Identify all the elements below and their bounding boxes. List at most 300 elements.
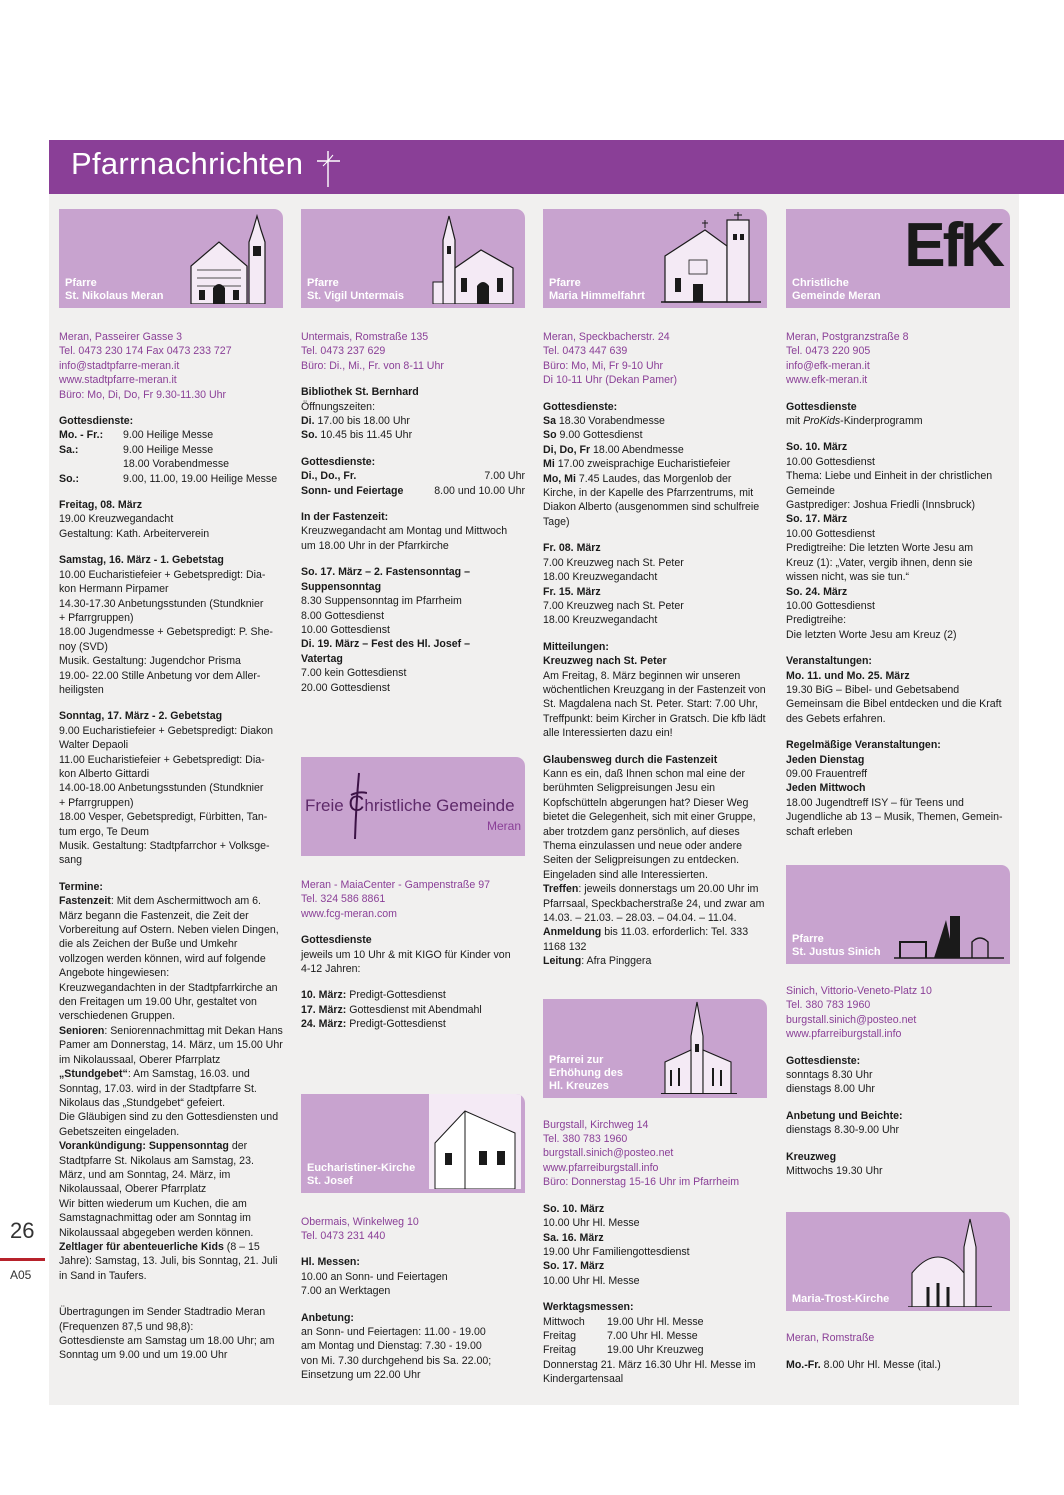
date-text: Predigt-Gottesdienst [346, 989, 446, 1002]
weekday-row [543, 1315, 767, 1329]
weekday-row [543, 1329, 767, 1343]
text-line: des Gebets erfahren. [786, 712, 886, 725]
fcg-dates-block [301, 988, 525, 1031]
service-text: 18.00 Abendmesse [590, 443, 684, 456]
term-item [59, 1110, 283, 1139]
mass-days: Mo.-Fr. [786, 1358, 821, 1371]
phone: Tel. 380 783 1960 [786, 999, 871, 1012]
events-block [786, 654, 1010, 726]
text-line: Kreuzwegandacht am Montag und Mittwoch [301, 525, 508, 538]
term-item [59, 1139, 283, 1197]
block-heading: Gottesdienste [301, 934, 372, 947]
block-heading: Suppensonntag [301, 580, 382, 593]
email-link[interactable]: info@efk-meran.it [786, 359, 870, 372]
text-line: 7.00 Kreuzweg nach St. Peter [543, 599, 684, 612]
text-line: Predigtreihe: [786, 614, 847, 627]
text-line: am Montag und Dienstag: 7.30 - 19.00 [301, 1340, 482, 1353]
date-text: Predigt-Gottesdienst [346, 1018, 446, 1031]
block-heading: Gottesdienste: [301, 455, 376, 468]
term-text: der Stadtpfarre St. Nikolaus am Samstag, 23. März, und am Sonntag, 24. März, im Nikolaussaal, Oberer Pfarrplatz [59, 1140, 254, 1196]
website-link[interactable]: www.stadtpfarre-meran.it [59, 374, 177, 387]
text-line: 7.00 kein Gottesdienst [301, 667, 407, 680]
date-label: 24. März: [301, 1018, 347, 1031]
service-row [543, 443, 767, 457]
block-heading: So. 17. März [786, 513, 848, 526]
address: Meran - MaiaCenter - Gampenstraße 97 [301, 878, 490, 891]
parish-header-maria-himmelfahrt [543, 209, 767, 308]
text-line: 8.30 Suppensonntag im Pfarrheim [301, 595, 462, 608]
date-label: 10. März: [301, 989, 347, 1002]
page-number: 26 [10, 1218, 35, 1243]
date-text: Gottesdienst mit Abendmahl [346, 1003, 482, 1016]
services-block [543, 400, 767, 530]
text-line: Gestaltung: Kath. Arbeiterverein [59, 527, 210, 540]
church-st-josef-icon [429, 1094, 521, 1189]
fcg-contact [301, 878, 525, 921]
block-heading: Regelmäßige Veranstaltungen: [786, 739, 941, 752]
weekday-masses-block [543, 1300, 767, 1386]
logo-initial: C [348, 790, 365, 816]
saturday-block [59, 553, 283, 697]
address: Meran, Speckbacherstr. 24 [543, 331, 670, 343]
block-heading: Gottesdienste: [543, 400, 618, 413]
term-label: Senioren [59, 1024, 105, 1037]
column-maria-himmelfahrt [543, 209, 767, 1399]
text-paragraph [543, 925, 767, 954]
office-hours: Büro: Mo, Mi, Fr 9-10 Uhr [543, 359, 664, 372]
text-line: kon Hermann Pirpamer [59, 583, 169, 596]
page-title: Pfarrnachrichten [71, 146, 304, 181]
label-line: Gemeinde Meran [792, 290, 881, 302]
weekday-time: 19.00 Uhr Kreuzweg [607, 1344, 704, 1357]
phone: Tel. 0473 230 174 Fax 0473 233 727 [59, 345, 232, 358]
service-day [59, 457, 123, 471]
label-line: Pfarre [307, 277, 339, 289]
block-heading: So. 24. März [786, 585, 848, 598]
service-row [543, 457, 767, 471]
website-link[interactable]: www.fcg-meran.com [301, 907, 397, 920]
address: Untermais, Romstraße 135 [301, 331, 429, 343]
column-st-vigil [301, 209, 525, 1395]
term-text: (8 – 15 Jahre): Samstag, 13. Juli, bis Sonntag, 21. Juli in Sand in Taufers. [59, 1240, 278, 1282]
phone: Tel. 0473 447 639 [543, 345, 628, 358]
term-text: : Am Samstag, 16.03. und Sonntag, 17.03. wird in der Stadtpfarre St. Nikolaus das „Stundgebet“ gefeiert. [59, 1068, 257, 1109]
contact-info [786, 330, 1010, 388]
text-line: 10.00 Gottesdienst [786, 455, 875, 468]
address: Sinich, Vittorio-Veneto-Platz 10 [786, 985, 932, 997]
block-heading: Gottesdienste: [786, 1054, 861, 1067]
parish-label [792, 277, 881, 303]
service-time: 9.00, 11.00, 19.00 Heilige Messe [123, 472, 278, 485]
lent-block [301, 510, 525, 553]
date-label: 17. März: [301, 1003, 347, 1016]
office-hours: Büro: Donnerstag 15-16 Uhr im Pfarrheim [543, 1176, 740, 1189]
page-code: A05 [10, 1268, 32, 1282]
church-burgstall-icon [661, 1000, 737, 1094]
info-text: : Afra Pinggera [581, 955, 652, 968]
label-line: Pfarre [65, 277, 97, 289]
text-paragraph [543, 882, 767, 925]
text-line: 19.00 Kreuzwegandacht [59, 513, 174, 526]
fasting-sunday-block [301, 565, 525, 695]
date-row [301, 1017, 525, 1031]
text-paragraph: Am Freitag, 8. März beginnen wir unseren wöchentlichen Kreuzgang in der Fastenzeit von St. Magdalena nach St. Peter. Start: 7.00 Uhr, Treffpunkt: beim Kircher in Gratsch. Die kfb lädt alle Interessierten dazu ein! [543, 669, 766, 740]
contact-info [543, 330, 767, 388]
service-time: 18.00 Vorabendmesse [123, 458, 230, 471]
office-hours: Di 10-11 Uhr (Dekan Pamer) [543, 374, 678, 387]
service-row [543, 414, 767, 428]
service-day: Mo, Mi [543, 472, 576, 485]
block-heading: So. 10. März [543, 1202, 605, 1215]
library-day: So. [301, 429, 318, 442]
column-efk [786, 209, 1010, 1384]
church-maria-trost-icon [908, 1217, 992, 1307]
date-row [301, 988, 525, 1002]
block-heading: So. 17. März [543, 1260, 605, 1273]
address: Meran, Postgranzstraße 8 [786, 331, 909, 343]
text-line: kon Alberto Gittardi [59, 767, 150, 780]
text-line: Gemeinde [786, 484, 835, 497]
text-line: 18.00 Jugendtreff ISY – für Teens und [786, 796, 964, 809]
parish-header-burgstall [543, 999, 767, 1098]
text-paragraph: Kann es ein, daß Ihnen schon mal eine der berühmten Seligpreisungen Jesu ein Kopfschütteln abgerungen hat? Dieser Weg bietet die Gelegenheit, sich mit einer Gruppe, aber trotzdem ganz persönlich, auf dieses Thema einzulassen und neue oder andere Seiten der Seligpreisungen zu entdecken. Eingeladen sind alle Interessierten. [543, 767, 756, 881]
website-link[interactable]: www.pfarreiburgstall.info [786, 1028, 902, 1041]
program-name: ProKids [803, 415, 841, 428]
text-line: Gastprediger: Joshua Friedli (Innsbruck) [786, 499, 976, 512]
contact-info [59, 330, 283, 402]
services-text: mit [786, 415, 804, 428]
block-heading: Werktagsmessen: [543, 1301, 634, 1314]
text-line: 11.00 Eucharistiefeier + Gebetspredigt: Dia- [59, 753, 265, 766]
church-st-justus-icon [894, 880, 1004, 960]
text-line: von Mi. 7.30 durchgehend bis Sa. 22.00; [301, 1354, 492, 1367]
text-line [786, 414, 1010, 428]
parish-header-st-justus [786, 865, 1010, 964]
service-row [543, 428, 767, 442]
parish-label: Maria-Trost-Kirche [792, 1293, 890, 1306]
info-text: : jeweils donnerstags um 20.00 Uhr im Pfarrsaal, Speckbacherstraße 24, und zwar am 14.03. – 21.03. – 28.03. – 04.04. – 11.04. [543, 883, 765, 925]
text-line: Donnerstag 21. März 16.30 Uhr Hl. Messe im [543, 1358, 756, 1371]
email-link[interactable]: burgstall.sinich@posteo.net [543, 1147, 674, 1160]
office-hours: Büro: Di., Mi., Fr. von 8-11 Uhr [301, 359, 444, 372]
parish-header-st-vigil [301, 209, 525, 308]
address: Burgstall, Kirchweg 14 [543, 1118, 649, 1131]
weekday: Mittwoch [543, 1315, 585, 1328]
term-item [59, 1067, 283, 1110]
faith-path-block [543, 753, 767, 969]
label-line: St. Josef [307, 1174, 353, 1187]
text-line: Musik. Gestaltung: Jugendchor Prisma [59, 655, 241, 668]
library-text: 10.45 bis 11.45 Uhr [317, 429, 413, 442]
term-item [59, 1240, 283, 1283]
weekday-time: 7.00 Uhr Hl. Messe [607, 1329, 698, 1342]
address: Obermais, Winkelweg 10 [301, 1215, 419, 1228]
radio-block [59, 1305, 283, 1363]
service-text: 9.00 Gottesdienst [556, 429, 643, 442]
josef-contact [301, 1215, 525, 1244]
text-line: 10.00 Uhr Hl. Messe [543, 1217, 640, 1230]
block-heading: Gottesdienste [786, 400, 857, 413]
service-day: Di., Do., Fr. [301, 470, 357, 483]
sunday-sermons-block [786, 440, 1010, 642]
service-day: Sonn- und Feiertage [301, 484, 404, 497]
logo-word: hristliche Gemeinde [364, 795, 515, 815]
block-heading: Di. 19. März – Fest des Hl. Josef – [301, 638, 470, 651]
block-heading: Samstag, 16. März - 1. Gebetstag [59, 554, 224, 567]
maria-trost-contact [786, 1331, 1010, 1345]
service-row [543, 472, 767, 530]
weekday-row [543, 1343, 767, 1357]
text-paragraph [543, 954, 767, 968]
text-line: 10.00 Gottesdienst [786, 599, 875, 612]
service-time: 7.00 Uhr [484, 470, 525, 483]
sinich-services-block [786, 1054, 1010, 1097]
text-line: 7.00 an Werktagen [301, 1285, 391, 1298]
text-line: 10.00 Eucharistiefeier + Gebetspredigt: Dia- [59, 568, 266, 581]
text-line: Die letzten Worte Jesu am Kreuz (2) [786, 628, 957, 641]
mass-time: 8.00 Uhr Hl. Messe (ital.) [820, 1358, 941, 1371]
text-line: Kreuz (1): „Vater, vergib ihnen, denn sie [786, 556, 973, 569]
block-heading: Vatertag [301, 652, 343, 665]
parish-label [549, 1054, 623, 1093]
parish-label [307, 1162, 415, 1188]
phone: Tel. 0473 231 440 [301, 1230, 386, 1242]
text-line: Mittwochs 19.30 Uhr [786, 1165, 883, 1178]
label-line: St. Vigil Untermais [307, 290, 404, 302]
text-line: Walter Depaoli [59, 739, 129, 752]
service-row [59, 457, 283, 471]
text-line: 20.00 Gottesdienst [301, 681, 390, 694]
church-st-nikolaus-icon [187, 212, 277, 304]
email-link[interactable]: info@stadtpfarre-meran.it [59, 359, 180, 372]
phone: Tel. 0473 237 629 [301, 345, 386, 358]
block-heading: Anbetung: [301, 1311, 354, 1324]
email-link[interactable]: burgstall.sinich@posteo.net [786, 1013, 917, 1026]
parish-header-maria-trost [786, 1212, 1010, 1311]
block-heading: Veranstaltungen: [786, 655, 872, 668]
text-line: 4-12 Jahren: [301, 962, 361, 975]
date-row [301, 1003, 525, 1017]
text-line [301, 400, 525, 414]
library-text: 17.00 bis 18.00 Uhr [314, 415, 410, 428]
library-block [301, 385, 525, 443]
services-block [59, 414, 283, 486]
term-item [59, 981, 283, 1024]
service-time: 9.00 Heilige Messe [123, 429, 214, 442]
term-label: Fastenzeit [59, 895, 111, 908]
info-label: Leitung [543, 955, 582, 968]
text-line: sang [59, 854, 82, 867]
text-line: Predigtreihe: Die letzten Worte Jesu am [786, 542, 974, 555]
term-text: Die Gläubigen sind zu den Gottesdiensten und Gebetszeiten eingeladen. [59, 1111, 279, 1138]
friday-dates-block [543, 541, 767, 627]
fcg-services-block [301, 933, 525, 976]
service-row [59, 472, 283, 486]
text-line: 09.00 Frauentreff [786, 767, 868, 780]
mass-block [301, 1255, 525, 1298]
text-line: dienstags 8.00 Uhr [786, 1083, 875, 1096]
text-line [786, 1358, 1010, 1372]
text-line: 7.00 Kreuzweg nach St. Peter [543, 556, 684, 569]
office-hours: Büro: Mo, Di, Do, Fr 9.30-11.30 Uhr [59, 388, 227, 401]
term-label: „Stundgebet“ [59, 1068, 128, 1081]
block-subheading: Mo. 11. und Mo. 25. März [786, 669, 910, 682]
service-row [301, 469, 525, 483]
text-line: Jugendliche ab 13 – Musik, Themen, Gemein- [786, 811, 1003, 824]
block-subheading: Jeden Dienstag [786, 753, 865, 766]
text-line: wissen nicht, was sie tun.“ [786, 571, 910, 584]
label-line: Hl. Kreuzes [549, 1079, 609, 1092]
service-day: Sa [543, 415, 556, 428]
text-line: 8.00 Gottesdienst [301, 609, 385, 622]
services-text: -Kinderprogramm [840, 415, 923, 428]
fcg-cross-icon [347, 771, 367, 841]
block-heading: Hl. Messen: [301, 1256, 360, 1269]
parish-header-st-josef [301, 1094, 525, 1193]
service-row [301, 484, 525, 498]
sinich-contact [786, 984, 1010, 1042]
phone: Tel. 0473 220 905 [786, 345, 871, 358]
logo-subtitle: Meran [486, 818, 521, 833]
library-text: Öffnungszeiten: [301, 400, 376, 413]
block-heading: Fr. 08. März [543, 542, 601, 555]
block-heading: Freitag, 08. März [59, 499, 143, 512]
parish-label [549, 277, 645, 303]
text-line: jeweils um 10 Uhr & mit KIGO für Kinder von [301, 948, 511, 961]
text-line: Musik. Gestaltung: Stadtpfarrchor + Volksge- [59, 840, 270, 852]
block-heading: Fr. 15. März [543, 585, 601, 598]
text-line: 10.00 Gottesdienst [301, 623, 390, 636]
block-subheading: Kreuzweg nach St. Peter [543, 655, 667, 668]
section-banner [49, 140, 1064, 194]
term-text: Wir bitten wiederum um Kuchen, die am Samstagnachmittag oder am Sonntag im Nikolaussaal abgegeben werden können. [59, 1197, 254, 1239]
text-line [301, 428, 525, 442]
term-text: : Seniorennachmittag mit Dekan Hans Pamer am Donnerstag, 14. März, um 15.00 Uhr im Nikolaussaal, Oberer Pfarrplatz [59, 1024, 283, 1066]
text-line: Gottesdienste am Samstag um 18.00 Uhr; am Sonntag um 9.00 und um 19.00 Uhr [59, 1335, 275, 1362]
page-number-rule [0, 1258, 45, 1261]
service-row [59, 443, 283, 457]
fcg-logo-box [301, 757, 525, 856]
term-text: : Mit dem Aschermittwoch am 6. März begann die Fastenzeit, die Zeit der Vorbereitung auf Ostern. Neben vielen Dingen, die als Zeichen der Buße und Umkehr vollzogen werden können, wird auf folgende Angebote hingewiesen: [59, 895, 279, 980]
library-day: Di. [301, 415, 315, 428]
adoration-block [301, 1311, 525, 1383]
block-heading: Termine: [59, 880, 103, 893]
text-line: 14.00-18.00 Anbetungsstunden (Stundknier [59, 782, 264, 795]
service-time: 8.00 und 10.00 Uhr [434, 484, 525, 497]
parish-header-st-nikolaus [59, 209, 283, 308]
parish-label [65, 277, 163, 303]
block-heading: So. 10. März [786, 441, 848, 454]
text-line: tum ergo, Te Deum [59, 825, 149, 838]
text-line: + Pfarrgruppen) [59, 796, 134, 809]
info-label: Anmeldung [543, 926, 602, 939]
terms-block [59, 880, 283, 1283]
service-row [59, 428, 283, 442]
burgstall-contact [543, 1118, 767, 1190]
label-line: St. Nikolaus Meran [65, 290, 164, 302]
text-line: 19.00- 22.00 Stille Anbetung vor dem Aller- [59, 669, 261, 682]
text-line: dienstags 8.30-9.00 Uhr [786, 1124, 900, 1137]
block-heading: Kreuzweg [786, 1150, 837, 1163]
website-link[interactable]: www.efk-meran.it [786, 374, 868, 387]
website-link[interactable]: www.pfarreiburgstall.info [543, 1161, 659, 1174]
services-block [301, 455, 525, 498]
fcg-logo [305, 790, 515, 816]
service-day: Sa.: [59, 443, 79, 456]
text-line: Thema: Liebe und Einheit in der christlichen [786, 470, 993, 483]
text-line: um 18.00 Uhr in der Pfarrkirche [301, 539, 449, 552]
service-day: Di, Do, Fr [543, 443, 591, 456]
sunday-block [59, 709, 283, 867]
block-subheading: Jeden Mittwoch [786, 782, 866, 795]
label-line: Erhöhung des [549, 1066, 623, 1079]
term-label: Zeltlager für abenteuerliche Kids [59, 1240, 224, 1253]
text-line: sonntags 8.30 Uhr [786, 1069, 873, 1082]
weekday-time: 19.00 Uhr Hl. Messe [607, 1315, 704, 1328]
block-heading: Anbetung und Beichte: [786, 1109, 903, 1122]
parish-label [307, 277, 404, 303]
block-heading: Mitteilungen: [543, 640, 609, 653]
efk-logo: EfK [904, 211, 1002, 280]
address: Meran, Passeirer Gasse 3 [59, 331, 183, 343]
text-line: 18.00 Jugendmesse + Gebetspredigt: P. She- [59, 626, 273, 639]
service-text: 7.45 Laudes, das Morgenlob der Kirche, in der Kapelle des Pfarrzentrums, mit Diakon Alberto (ausgenommen sind schulfreie Tage) [543, 472, 760, 528]
block-heading: So. 17. März – 2. Fastensonntag – [301, 566, 470, 579]
term-item [59, 894, 283, 980]
label-line: St. Justus Sinich [792, 946, 881, 958]
text-line: an Sonn- und Feiertagen: 11.00 - 19.00 [301, 1326, 486, 1339]
service-day: Mo. - Fr.: [59, 429, 104, 442]
weekday: Freitag [543, 1329, 576, 1342]
text-line: heiligsten [59, 683, 104, 696]
friday-block [59, 498, 283, 541]
burgstall-dates-block [543, 1202, 767, 1288]
block-heading: Glaubensweg durch die Fastenzeit [543, 753, 718, 766]
text-line: 10.00 Gottesdienst [786, 527, 875, 540]
parish-label [792, 933, 881, 959]
parish-header-efk [786, 209, 1010, 308]
column-st-nikolaus [59, 209, 283, 1375]
info-label: Treffen [543, 883, 579, 896]
sinich-confession-block [786, 1109, 1010, 1138]
service-text: 17.00 zweisprachige Eucharistiefeier [554, 458, 731, 471]
phone: Tel. 324 586 8861 [301, 893, 386, 906]
text-line: Gemeinsam die Bibel entdecken und die Kraft [786, 698, 1002, 711]
label-line: Eucharistiner-Kirche [307, 1161, 416, 1174]
cross-icon [311, 149, 345, 189]
church-st-vigil-icon [429, 212, 519, 304]
label-line: Pfarrei zur [549, 1053, 604, 1066]
label-line: Maria Himmelfahrt [549, 290, 645, 302]
label-line: Christliche [792, 277, 849, 289]
text-line: 18.00 Kreuzwegandacht [543, 614, 658, 627]
weekday: Freitag [543, 1344, 576, 1357]
text-line: Einsetzung um 22.00 Uhr [301, 1369, 421, 1382]
term-item [59, 1024, 283, 1067]
text-line: 19.00 Uhr Familiengottesdienst [543, 1245, 690, 1258]
sinich-way-of-cross-block [786, 1150, 1010, 1179]
text-line: 18.00 Kreuzwegandacht [543, 571, 658, 584]
contact-info [301, 330, 525, 373]
announcements-block [543, 640, 767, 741]
text-line: 18.00 Vesper, Gebetspredigt, Fürbitten, Tan- [59, 811, 268, 824]
service-time: 9.00 Heilige Messe [123, 443, 214, 456]
block-heading: In der Fastenzeit: [301, 511, 389, 524]
service-day: Mi [543, 458, 555, 471]
info-text: bis 11.03. erforderlich: Tel. 333 1168 132 [543, 926, 749, 953]
text-line: 10.00 Uhr Hl. Messe [543, 1274, 640, 1287]
church-maria-himmelfahrt-icon [661, 212, 761, 304]
